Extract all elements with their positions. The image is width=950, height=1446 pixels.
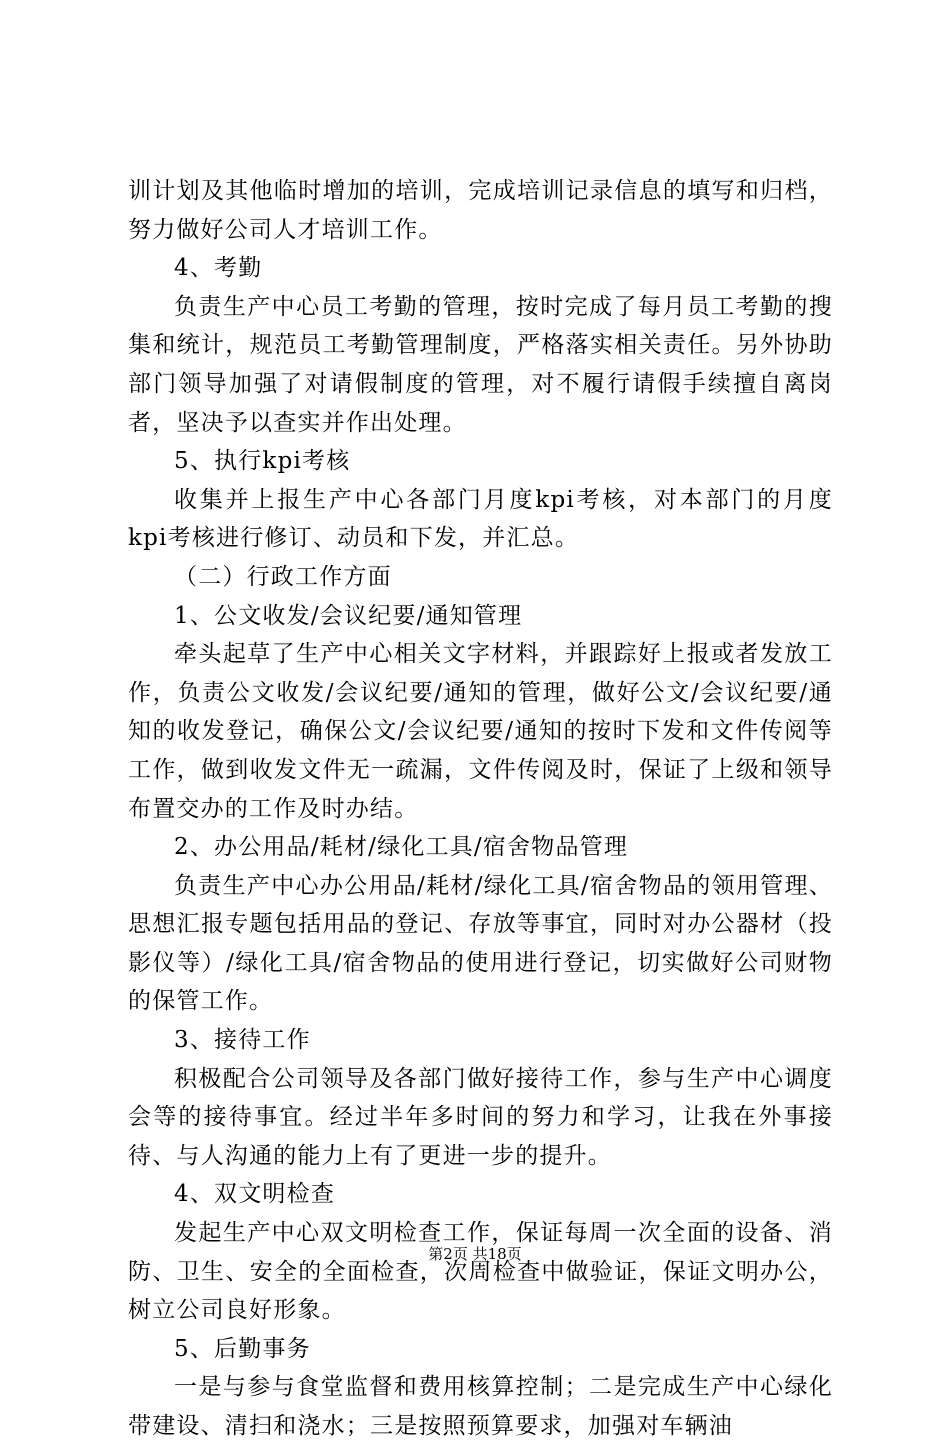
section-heading: 5、执行kpi考核 — [174, 448, 351, 475]
paragraph: 一是与参与食堂监督和费用核算控制；二是完成生产中心绿化带建设、清扫和浇水；三是按照预算要求，加强对车辆油 — [128, 1374, 833, 1439]
paragraph: 收集并上报生产中心各部门月度kpi考核，对本部门的月度kpi考核进行修订、动员和下发，并汇总。 — [128, 486, 833, 552]
section-heading: 4、双文明检查 — [174, 1181, 336, 1208]
paragraph-continuation: 训计划及其他临时增加的培训，完成培训记录信息的填写和归档，努力做好公司人才培训工作。 — [128, 178, 833, 243]
section-heading: 1、公文收发/会议纪要/通知管理 — [174, 602, 523, 629]
section-heading: 3、接待工作 — [174, 1027, 311, 1054]
paragraph: 发起生产中心双文明检查工作，保证每周一次全面的设备、消防、卫生、安全的全面检查，次周检查中做验证，保证文明办公，树立公司良好形象。 — [128, 1220, 833, 1324]
section-heading: （二）行政工作方面 — [174, 563, 392, 590]
page-number-footer: 第2页 共18页 — [428, 1245, 522, 1263]
paragraph: 负责生产中心员工考勤的管理，按时完成了每月员工考勤的搜集和统计，规范员工考勤管理制度，严格落实相关责任。另外协助部门领导加强了对请假制度的管理，对不履行请假手续擅自离岗者，坚决予以查实并作出处理。 — [128, 293, 833, 436]
paragraph: 牵头起草了生产中心相关文字材料，并跟踪好上报或者发放工作，负责公文收发/会议纪要/通知的管理，做好公文/会议纪要/通知的收发登记，确保公文/会议纪要/通知的按时下发和文件传阅等工作，做到收发文件无一疏漏，文件传阅及时，保证了上级和领导布置交办的工作及时办结。 — [128, 641, 833, 822]
section-heading: 4、考勤 — [174, 255, 263, 282]
section-heading: 5、后勤事务 — [174, 1335, 311, 1362]
section-heading: 2、办公用品/耗材/绿化工具/宿舍物品管理 — [174, 834, 629, 861]
paragraph: 积极配合公司领导及各部门做好接待工作，参与生产中心调度会等的接待事宜。经过半年多时间的努力和学习，让我在外事接待、与人沟通的能力上有了更进一步的提升。 — [128, 1065, 833, 1169]
paragraph: 负责生产中心办公用品/耗材/绿化工具/宿舍物品的领用管理、思想汇报专题包括用品的登记、存放等事宜，同时对办公器材（投影仪等）/绿化工具/宿舍物品的使用进行登记，切实做好公司财物的保管工作。 — [128, 872, 833, 1015]
